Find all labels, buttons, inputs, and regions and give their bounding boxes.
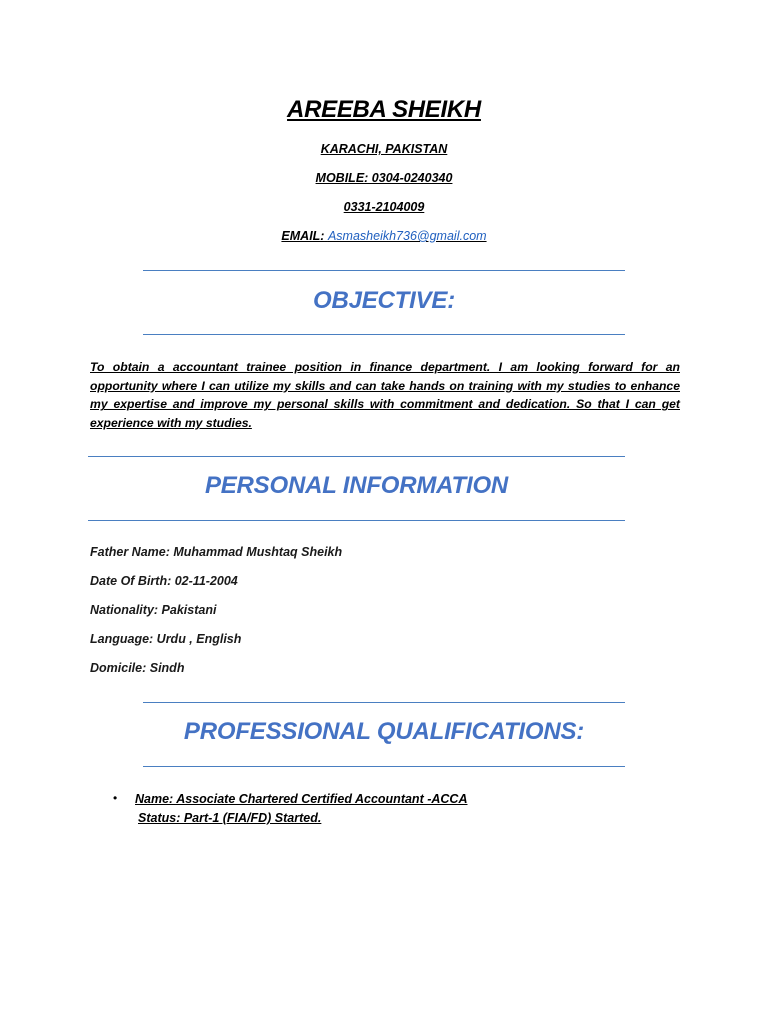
qualification-status: Status: Part-1 (FIA/FD) Started.	[138, 811, 322, 825]
divider	[88, 456, 625, 457]
divider	[143, 270, 625, 271]
personal-info-heading: PERSONAL INFORMATION	[204, 472, 509, 499]
language: Language: Urdu , English	[90, 632, 242, 646]
email-label: EMAIL:	[281, 229, 325, 243]
divider	[88, 520, 625, 521]
email-link[interactable]: Asmasheikh736@gmail.com	[327, 229, 487, 243]
divider	[143, 334, 625, 335]
divider	[143, 702, 625, 703]
email-line	[0, 229, 768, 243]
qualifications-heading: PROFESSIONAL QUALIFICATIONS:	[183, 718, 585, 745]
divider	[143, 766, 625, 767]
father-name: Father Name: Muhammad Mushtaq Sheikh	[90, 545, 343, 559]
mobile-text: MOBILE: 0304-0240340	[315, 171, 453, 185]
objective-heading: OBJECTIVE:	[312, 287, 456, 314]
objective-paragraph: To obtain a accountant trainee position in finance department. I am looking forward for an opportunity where I can utilize my skills and can take hands on training with my studies to enhance my expertise and improve my personal skills with commitment and dedication. So that I can get experience with my studies.	[90, 360, 680, 431]
nationality: Nationality: Pakistani	[90, 603, 217, 617]
date-of-birth: Date Of Birth: 02-11-2004	[90, 574, 238, 588]
domicile: Domicile: Sindh	[90, 661, 185, 675]
bullet-icon: •	[113, 791, 118, 805]
location-text: KARACHI, PAKISTAN	[320, 142, 448, 156]
qualification-name: Name: Associate Chartered Certified Accountant -ACCA	[135, 792, 468, 806]
mobile-secondary-text: 0331-2104009	[343, 200, 425, 214]
candidate-name: AREEBA SHEIKH	[287, 96, 481, 123]
